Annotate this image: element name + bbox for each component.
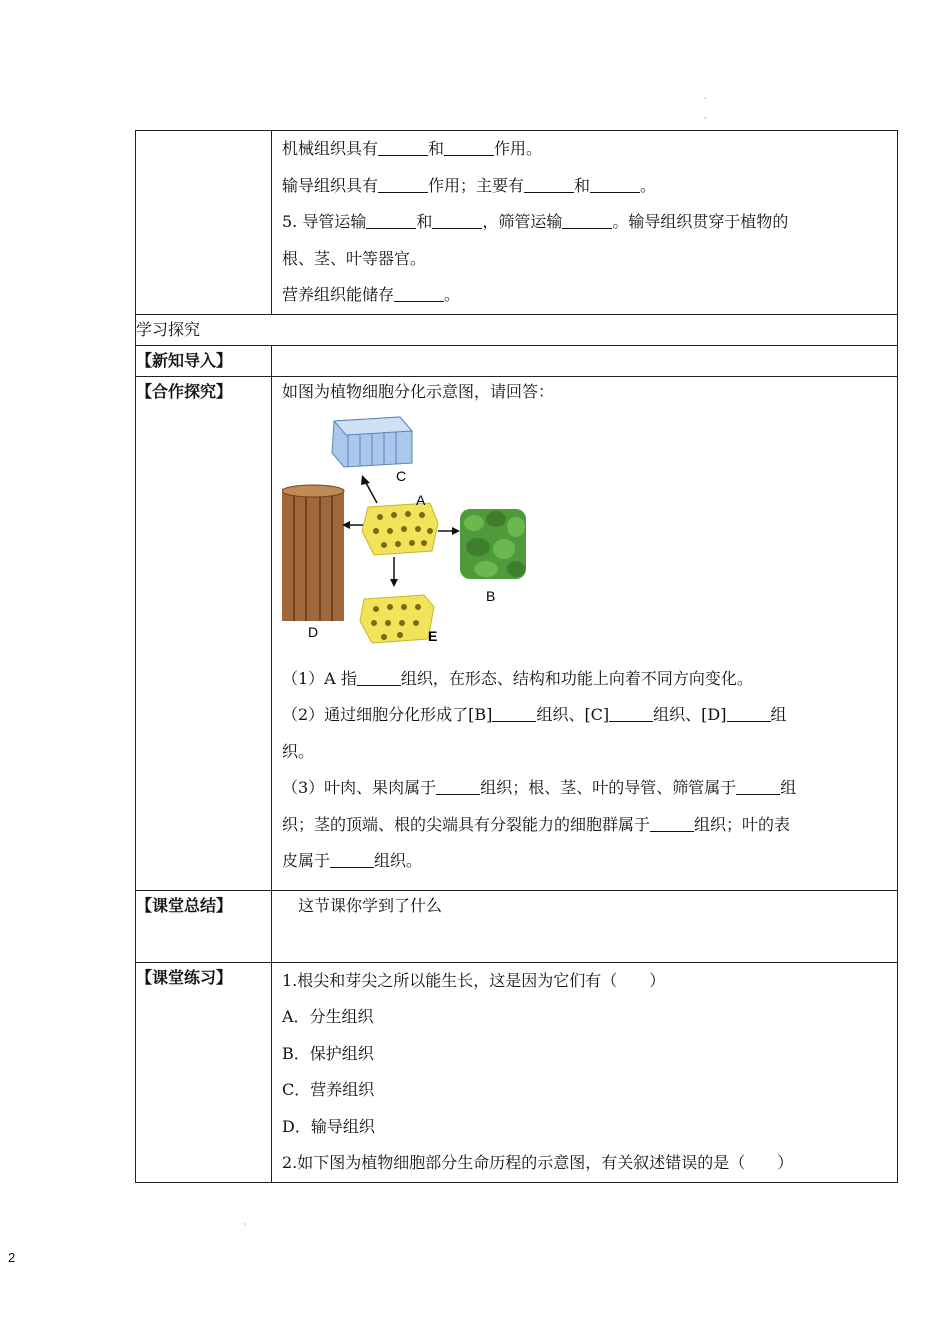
margin-dot: ' (244, 1222, 247, 1231)
tissue-c-icon (332, 417, 412, 467)
blank[interactable] (432, 212, 482, 229)
blank[interactable] (492, 705, 536, 722)
label-practice: 【课堂练习】 (136, 962, 272, 1182)
label-e: E (428, 627, 438, 644)
margin-dot: ' (704, 116, 707, 125)
blank[interactable] (609, 705, 653, 722)
blank[interactable] (378, 139, 428, 156)
question-1: （1）A 指 组织，在形态、结构和功能上向着不同方向变化。 (282, 668, 753, 688)
option-a[interactable]: A．分生组织 (282, 1007, 374, 1026)
blank[interactable] (727, 705, 771, 722)
section-title: 学习探究 (136, 314, 898, 345)
lesson-table (135, 130, 898, 1183)
question-3: （3）叶肉、果肉属于 组织；根、茎、叶的导管、筛管属于 组 (282, 778, 797, 797)
label-summary: 【课堂总结】 (136, 890, 272, 962)
tissue-b-icon (460, 509, 526, 579)
blank[interactable] (378, 176, 428, 193)
tissue-e-icon (360, 595, 434, 643)
label-d: D (308, 623, 319, 640)
question-3-cont: 织；茎的顶端、根的尖端具有分裂能力的细胞群属于 组织；叶的表 (282, 814, 791, 834)
explore-cell (272, 376, 898, 890)
summary-cell (272, 890, 898, 962)
blank[interactable] (366, 212, 416, 229)
label-b: B (486, 587, 496, 604)
practice-question-1: 1.根尖和芽尖之所以能生长，这是因为它们有（ ） (282, 970, 666, 990)
question-2-cont: 织。 (282, 741, 315, 761)
tissue-d-icon (282, 485, 344, 621)
option-c[interactable]: C．营养组织 (282, 1080, 375, 1099)
label-c: C (396, 467, 407, 484)
blank[interactable] (562, 212, 612, 229)
differentiation-figure (282, 411, 542, 651)
blank[interactable] (524, 176, 574, 193)
tissue-a-icon (362, 503, 438, 555)
label-new-knowledge: 【新知导入】 (136, 345, 272, 376)
line-mechanical: 机械组织具有 和 作用。 (282, 139, 543, 158)
practice-cell (272, 962, 898, 1182)
blank[interactable] (590, 176, 640, 193)
line-organs: 根、茎、叶等器官。 (282, 248, 427, 268)
new-knowledge-cell (272, 345, 898, 376)
review-cell (272, 131, 898, 315)
option-d[interactable]: D．输导组织 (282, 1116, 375, 1136)
margin-dot: ' (704, 96, 707, 105)
summary-text: 这节课你学到了什么 (298, 895, 443, 915)
question-3-end: 皮属于 组织。 (282, 851, 423, 870)
line-transport: 5. 导管运输 和 ，筛管运输 。输导组织贯穿于植物的 (282, 212, 789, 231)
blank[interactable] (357, 669, 401, 686)
question-2: （2）通过细胞分化形成了[B] 组织、[C] 组织、[D] 组 (282, 705, 787, 724)
cell-differentiation-diagram (282, 411, 542, 651)
blank[interactable] (394, 285, 444, 302)
blank[interactable] (444, 139, 494, 156)
page-number: 2 (8, 1250, 16, 1265)
blank[interactable] (436, 778, 480, 795)
explore-intro: 如图为植物细胞分化示意图，请回答： (282, 381, 555, 401)
blank[interactable] (650, 815, 694, 832)
blank[interactable] (736, 778, 780, 795)
blank[interactable] (330, 851, 374, 868)
label-a: A (416, 491, 426, 508)
label-cooperate: 【合作探究】 (136, 376, 272, 890)
option-b[interactable]: B．保护组织 (282, 1043, 374, 1063)
line-conducting: 输导组织具有 作用；主要有 和 。 (282, 175, 657, 195)
line-storage: 营养组织能储存 。 (282, 285, 461, 304)
practice-question-2: 2.如下图为植物细胞部分生命历程的示意图，有关叙述错误的是（ ） (282, 1153, 794, 1172)
empty-label-cell (136, 131, 272, 315)
